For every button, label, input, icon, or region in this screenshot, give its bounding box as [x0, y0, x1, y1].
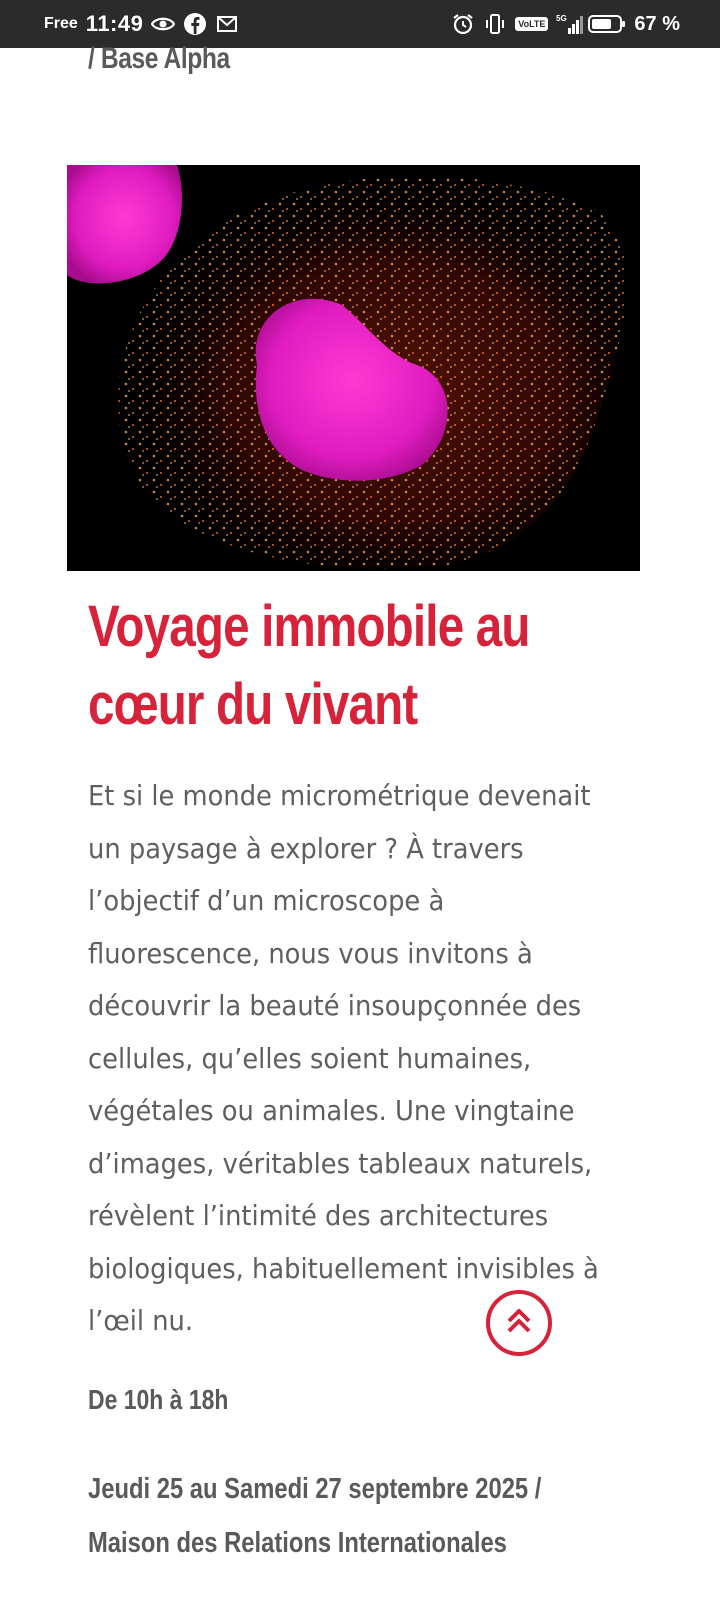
event-description: Et si le monde micrométrique devenait un paysage à explorer ? À travers l’objectif d’un microscope à fluorescence, nous vous invitons à découvrir la beauté insoupçonnée des cellules, qu’elles soient humaines, végétales ou animales. Une vingtaine d’images, véritables tableaux naturels, révèlent l’intimité des architectures biologiques, habituellement invisibles à l’œil nu. — [88, 779, 599, 1337]
battery-percentage: 67 % — [634, 12, 680, 35]
signal-icon — [556, 12, 580, 36]
clock: 11:49 — [85, 11, 144, 36]
event-title: Voyage immobile au cœur du vivant — [88, 594, 530, 737]
carrier-label: Free — [44, 15, 78, 32]
status-bar-right — [451, 12, 680, 36]
previous-event-location: / Base Alpha — [88, 42, 230, 75]
event-hero-image — [67, 165, 640, 571]
chevron-double-up-icon — [501, 1303, 537, 1343]
svg-text:5G: 5G — [556, 14, 568, 23]
alarm-icon — [451, 12, 475, 36]
facebook-icon — [183, 12, 207, 36]
battery-icon — [588, 12, 626, 36]
status-bar-left — [44, 11, 239, 37]
volte-badge: VoLTE — [515, 17, 548, 31]
back-to-top-button[interactable] — [486, 1290, 552, 1356]
gmail-icon — [215, 12, 239, 36]
event-hours: De 10h à 18h — [88, 1384, 229, 1415]
eye-icon — [151, 12, 175, 36]
vibrate-icon — [483, 12, 507, 36]
status-bar — [0, 0, 720, 48]
event-dates-location: Jeudi 25 au Samedi 27 septembre 2025 / Maison des Relations Internationales — [88, 1473, 542, 1559]
